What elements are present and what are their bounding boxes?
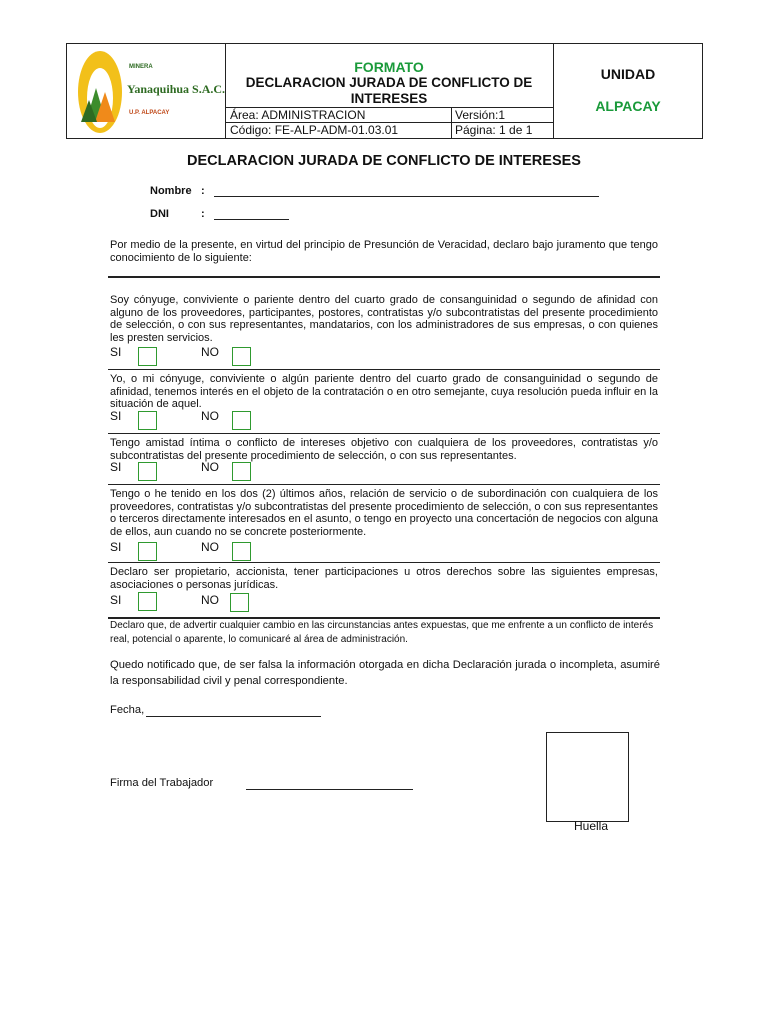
divider	[451, 107, 452, 138]
intro-paragraph: Por medio de la presente, en virtud del principio de Presunción de Veracidad, declaro bajo juramento que tengo conocimiento de lo siguiente:	[110, 239, 658, 264]
unidad-name: ALPACAY	[595, 98, 661, 114]
unidad-label: UNIDAD	[600, 66, 656, 82]
q4-no-checkbox[interactable]	[232, 542, 251, 561]
question-1-text: Soy cónyuge, conviviente o pariente dentro del cuarto grado de consanguinidad o segundo de afinidad con alguno de los proveedores, participantes, postores, contratistas y/o subcontratistas del presente procedimiento de selección, o con sus representantes, mandatarios, con los administradores de sus empresas, o con quienes les presten servicios.	[110, 294, 658, 344]
section-rule	[108, 276, 660, 278]
q2-si-label: SI	[110, 409, 122, 423]
codigo-cell: Código: FE-ALP-ADM-01.03.01	[230, 123, 399, 137]
q2-no-label: NO	[201, 409, 219, 423]
q2-si-checkbox[interactable]	[138, 411, 157, 430]
header-title-line2: INTERESES	[350, 91, 428, 106]
question-4-text: Tengo o he tenido en los dos (2) últimos años, relación de servicio o de subordinación con cualquiera de los proveedores, contratistas y/o subcontratistas del presente procedimiento de selección, o con sus representantes o terceros directamente interesados en el asunto, o tengo en proyecto una concertación de negocios con alguna de ellos, aun cuando no se concrete posteriormente.	[110, 488, 658, 538]
question-2-text: Yo, o mi cónyuge, conviviente o algún pariente dentro del cuarto grado de consanguinidad o segundo de afinidad, tenemos interés en el objeto de la contratación o en otro semejante, cuya resolución pueda influir en la situación de aquel.	[110, 373, 658, 410]
section-rule	[108, 562, 660, 563]
q5-si-label: SI	[110, 593, 122, 607]
nombre-colon: :	[201, 185, 205, 197]
section-rule	[108, 433, 660, 434]
huella-box[interactable]	[546, 732, 629, 822]
unidad-cell	[553, 44, 704, 138]
header-title	[225, 75, 553, 107]
q1-no-label: NO	[201, 345, 219, 359]
q3-si-label: SI	[110, 460, 122, 474]
area-cell: Área: ADMINISTRACION	[230, 108, 366, 122]
dni-label: DNI	[150, 208, 169, 220]
q1-si-checkbox[interactable]	[138, 347, 157, 366]
question-3-text: Tengo amistad íntima o conflicto de intereses objetivo con cualquiera de los proveedores, contratistas y/o subcontratistas del presente procedimiento de selección, o con sus representantes.	[110, 437, 658, 462]
fecha-field[interactable]	[146, 716, 321, 717]
nombre-field[interactable]	[214, 196, 599, 197]
huella-label: Huella	[574, 819, 609, 833]
fecha-label: Fecha,	[110, 704, 145, 716]
q1-no-checkbox[interactable]	[232, 347, 251, 366]
q4-si-label: SI	[110, 540, 122, 554]
q5-si-checkbox[interactable]	[138, 592, 157, 611]
logo-top-text: MINERA	[129, 64, 153, 70]
q4-no-label: NO	[201, 540, 219, 554]
q3-si-checkbox[interactable]	[138, 462, 157, 481]
question-5-text: Declaro ser propietario, accionista, tener participaciones u otros derechos sobre las siguientes empresas, asociaciones o personas jurídicas.	[110, 566, 658, 591]
q4-si-checkbox[interactable]	[138, 542, 157, 561]
header-title-line1: DECLARACION JURADA DE CONFLICTO DE	[245, 75, 533, 90]
section-rule	[108, 369, 660, 370]
q5-no-checkbox[interactable]	[230, 593, 249, 612]
page-title: DECLARACION JURADA DE CONFLICTO DE INTERESES	[187, 153, 581, 169]
q5-no-label: NO	[201, 593, 219, 607]
logo-name: Yanaquihua S.A.C.	[127, 82, 226, 96]
notificado-paragraph: Quedo notificado que, de ser falsa la información otorgada en dicha Declaración jurada o incompleta, asumiré la responsabilidad civil y penal correspondiente.	[110, 659, 660, 687]
section-rule	[108, 484, 660, 485]
q3-no-checkbox[interactable]	[232, 462, 251, 481]
firma-label: Firma del Trabajador	[110, 777, 214, 789]
q3-no-label: NO	[201, 460, 219, 474]
nombre-label: Nombre	[150, 185, 192, 197]
logo-cell	[67, 44, 226, 138]
pagina-cell: Página: 1 de 1	[455, 123, 533, 137]
q2-no-checkbox[interactable]	[232, 411, 251, 430]
firma-field[interactable]	[246, 789, 413, 790]
version-cell: Versión:1	[455, 108, 506, 122]
dni-colon: :	[201, 208, 205, 220]
dni-field[interactable]	[214, 219, 289, 220]
logo-sub: U.P. ALPACAY	[129, 110, 170, 116]
formato-label: FORMATO	[354, 59, 424, 75]
declaro-paragraph: Declaro que, de advertir cualquier cambio en las circunstancias antes expuestas, que me enfrente a un conflicto de interés real, potencial o aparente, lo comunicaré al área de administración.	[110, 620, 654, 645]
q1-si-label: SI	[110, 345, 122, 359]
header-table	[66, 43, 703, 139]
